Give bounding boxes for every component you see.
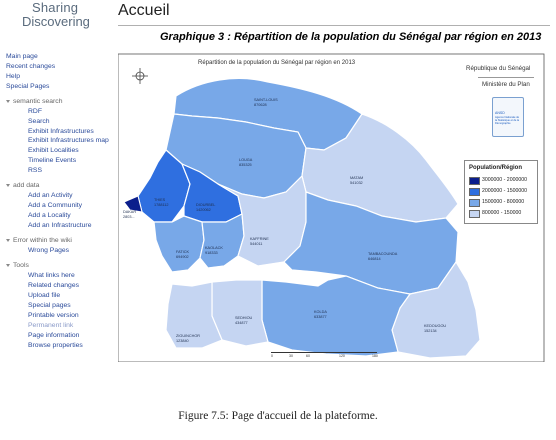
region-name: THIES <box>154 198 166 202</box>
nav-related-changes[interactable]: Related changes <box>28 282 80 289</box>
legend-entry <box>469 199 535 207</box>
nav-rdf[interactable]: RDF <box>28 108 42 115</box>
region-label-dakar <box>123 210 136 219</box>
section-error-wiki[interactable] <box>6 236 110 246</box>
chevron-down-icon <box>6 100 10 103</box>
region-value: 541032 <box>350 180 363 185</box>
region-name: SEDHIOU <box>235 316 253 320</box>
region-label-tambacounda <box>368 252 397 261</box>
region-value: 918333 <box>205 250 218 255</box>
region-label-thies <box>154 198 169 207</box>
region-name: KEDOUGOU <box>424 324 447 328</box>
scale-tick: 30 <box>289 354 293 358</box>
region-value: 1788112 <box>154 202 169 207</box>
region-label-diourbel <box>196 203 215 212</box>
region-name: DAKAR <box>123 210 137 214</box>
site-logo[interactable] <box>18 0 98 48</box>
nav-add-infrastructure[interactable]: Add an Infrastructure <box>28 222 92 229</box>
region-value: 1420062 <box>196 207 211 212</box>
section-heading: add data <box>13 182 40 189</box>
region-label-kedougou <box>424 324 446 333</box>
region-value: 646814 <box>368 256 381 261</box>
graph-caption: Graphique 3 : Répartition de la population du Sénégal par région en 2013 <box>160 31 542 43</box>
chevron-down-icon <box>6 184 10 187</box>
region-label-kaffrine <box>250 237 269 246</box>
region-name: MATAM <box>350 176 364 180</box>
region-name: KAFFRINE <box>250 237 269 241</box>
region-label-kolda <box>314 310 327 319</box>
chevron-down-icon <box>6 264 10 267</box>
page-title: Accueil <box>118 2 170 19</box>
nav-wrong-pages[interactable]: Wrong Pages <box>28 247 70 254</box>
nav-page-information[interactable]: Page information <box>28 332 80 339</box>
legend-label: 3000000 - 2000000 <box>482 177 528 183</box>
region-label-louga <box>239 158 252 167</box>
region-name: FATICK <box>176 250 190 254</box>
logo-line2: Discovering <box>22 14 90 29</box>
nav-add-locality[interactable]: Add a Locality <box>28 212 71 219</box>
nav-add-community[interactable]: Add a Community <box>28 202 83 209</box>
nav-what-links-here[interactable]: What links here <box>28 272 75 279</box>
figure-caption: Figure 7.5: Page d'accueil de la plateforme. <box>178 410 378 422</box>
region-label-sedhiou <box>235 316 252 325</box>
section-heading: Tools <box>13 262 29 269</box>
region-value: 633877 <box>314 314 327 319</box>
region-value: 544011 <box>250 241 263 246</box>
nav-special-pages[interactable]: Special Pages <box>6 83 50 90</box>
region-label-ziguinchor <box>176 334 200 343</box>
region-label-saint-louis <box>254 98 278 107</box>
region-label-fatick <box>176 250 189 259</box>
region-name: KAOLACK <box>205 246 223 250</box>
nav-printable-version[interactable]: Printable version <box>28 312 79 319</box>
nav-recent-changes[interactable]: Recent changes <box>6 63 56 70</box>
nav-exhibit-localities[interactable]: Exhibit Localities <box>28 147 79 154</box>
legend-entry <box>469 188 535 196</box>
region-value: 835325 <box>239 162 252 167</box>
republic-divider <box>478 77 534 78</box>
legend-swatch <box>469 210 480 218</box>
title-divider <box>118 25 550 26</box>
region-value: 434877 <box>235 320 248 325</box>
nav-search[interactable]: Search <box>28 118 50 125</box>
region-name: ZIGUINCHOR <box>176 334 201 338</box>
nav-exhibit-infrastructures[interactable]: Exhibit Infrastructures <box>28 128 94 135</box>
nav-timeline-events[interactable]: Timeline Events <box>28 157 77 164</box>
legend-swatch <box>469 177 480 185</box>
chevron-down-icon <box>6 239 10 242</box>
map-inner-title: Répartition de la population du Sénégal par région en 2013 <box>198 60 356 66</box>
scale-tick: 120 <box>339 354 345 358</box>
map-legend <box>464 160 538 224</box>
region-name: KOLDA <box>314 310 327 314</box>
region-value: 870628 <box>254 102 267 107</box>
region-name: LOUGA <box>239 158 253 162</box>
legend-swatch <box>469 188 480 196</box>
logo-line1: Sharing <box>32 0 79 15</box>
region-value: 123840 <box>176 338 189 343</box>
ansd-logo-text: ANSD <box>495 111 505 115</box>
region-name: TAMBACOUNDA <box>368 252 398 256</box>
republic-label: République du Sénégal <box>466 65 531 72</box>
region-value: 2803... <box>123 214 135 219</box>
sidebar <box>6 52 110 362</box>
region-label-kaolack <box>205 246 223 255</box>
region-value: 152134 <box>424 328 437 333</box>
section-add-data[interactable] <box>6 181 110 191</box>
section-heading: semantic search <box>13 98 63 105</box>
legend-entry <box>469 210 535 218</box>
scale-tick: 0 <box>271 354 273 358</box>
section-semantic-search[interactable] <box>6 97 110 107</box>
nav-main-page[interactable]: Main page <box>6 53 38 60</box>
screenshot <box>6 0 550 362</box>
legend-label: 2000000 - 1500000 <box>482 188 528 194</box>
region-label-matam <box>350 176 363 185</box>
legend-label: 1500000 - 800000 <box>482 199 525 205</box>
nav-rss[interactable]: RSS <box>28 167 42 174</box>
legend-label: 800000 - 150000 <box>482 210 522 216</box>
legend-title: Population/Région <box>469 165 522 171</box>
ministry-label: Ministère du Plan <box>482 81 530 88</box>
nav-browse-properties[interactable]: Browse properties <box>28 342 83 349</box>
legend-entry <box>469 177 535 185</box>
legend-swatch <box>469 199 480 207</box>
nav-upload-file[interactable]: Upload file <box>28 292 61 299</box>
region-value: 694902 <box>176 254 189 259</box>
section-tools[interactable] <box>6 261 110 271</box>
scale-tick: 180 <box>372 354 378 358</box>
nav-permanent-link[interactable]: Permanent link <box>28 322 74 329</box>
scale-bar <box>271 352 377 355</box>
region-name: SAINT-LOUIS <box>254 98 278 102</box>
region-name: DIOURBEL <box>196 203 216 207</box>
nav-add-activity[interactable]: Add an Activity <box>28 192 73 199</box>
section-heading: Error within the wiki <box>13 237 72 244</box>
scale-tick: 60 <box>306 354 310 358</box>
ansd-logo-subtext: Agence Nationale de la Statistique et de la Démographie <box>495 116 520 125</box>
nav-special-pages-tool[interactable]: Special pages <box>28 302 71 309</box>
nav-exhibit-infrastructures-map[interactable]: Exhibit Infrastructures map <box>28 137 109 144</box>
nav-help[interactable]: Help <box>6 73 20 80</box>
